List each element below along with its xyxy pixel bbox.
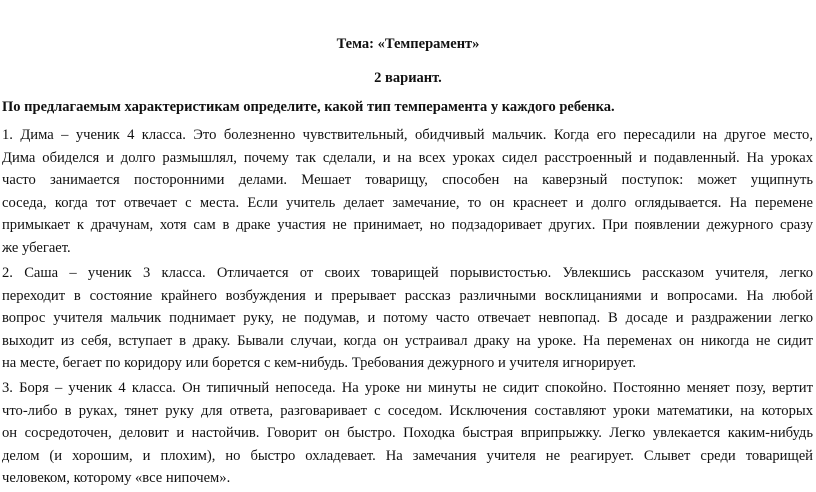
variant-heading: 2 вариант. bbox=[374, 70, 442, 86]
paragraph-line: на месте, бегает по коридору или борется с кем-нибудь. Требования дежурного и учителя игнорирует. bbox=[2, 355, 636, 371]
paragraph-line: человеком, которому «все нипочем». bbox=[2, 470, 231, 486]
paragraph-line: 3. Боря – ученик 4 класса. Он типичный непоседа. На уроке ни минуты не сидит спокойно. Постоянно меняет позу, вертит bbox=[2, 380, 813, 396]
paragraph-borya bbox=[2, 377, 813, 490]
document-title: Тема: «Темперамент» bbox=[336, 36, 480, 52]
paragraph-line: вопрос учителя мальчик поднимает руку, не подумав, и потому часто отвечает невпопад. В досаде и раздражении легко bbox=[2, 310, 813, 326]
paragraph-line: часто занимается посторонними делами. Мешает товарищу, способен на каверзный поступок: может ущипнуть bbox=[2, 172, 813, 188]
paragraph-line: 2. Саша – ученик 3 класса. Отличается от своих товарищей порывистостью. Увлекшись рассказом учителя, легко bbox=[2, 265, 813, 281]
paragraph-line: переходит в состояние крайнего возбуждения и прерывает рассказ различными восклицаниями и вопросами. На любой bbox=[2, 287, 813, 304]
paragraph-line: что-либо в руках, тянет руку для ответа, разговаривает с соседом. Исключения составляют уроки математики, на которых bbox=[2, 402, 813, 419]
paragraph-dima bbox=[2, 124, 813, 259]
paragraph-line: делом (и хорошим, и плохим), но быстро охладевает. На замечания учителя не реагирует. Слывет среди товарищей bbox=[2, 447, 813, 464]
paragraph-line: 1. Дима – ученик 4 класса. Это болезненно чувствительный, обидчивый мальчик. Когда его пересадили на другое место, bbox=[2, 127, 813, 143]
paragraph-line: он сосредоточен, деловит и настойчив. Говорит он быстро. Походка быстрая вприпрыжку. Легко увлекается каким-нибудь bbox=[2, 425, 813, 441]
paragraph-line: примыкает к драчунам, хотя сам в драке участия не принимает, но подзадоривает других. При появлении дежурного сразу bbox=[2, 217, 813, 233]
paragraph-line: же убегает. bbox=[2, 239, 71, 256]
paragraph-line: соседа, когда тот отвечает с места. Если учитель делает замечание, то он краснеет и долго оглядывается. На перемене bbox=[2, 194, 813, 211]
paragraph-line: выходит из себя, вступает в драку. Бывали случаи, когда он устраивал драку на уроке. На переменах он никогда не сидит bbox=[2, 332, 813, 349]
paragraph-line: Дима обиделся и долго размышлял, почему так сделали, и на всех уроках сидел расстроенный и подавленный. На уроках bbox=[2, 149, 813, 166]
paragraph-sasha bbox=[2, 262, 813, 375]
task-instruction: По предлагаемым характеристикам определите, какой тип темперамента у каждого ребенка. bbox=[2, 99, 615, 115]
